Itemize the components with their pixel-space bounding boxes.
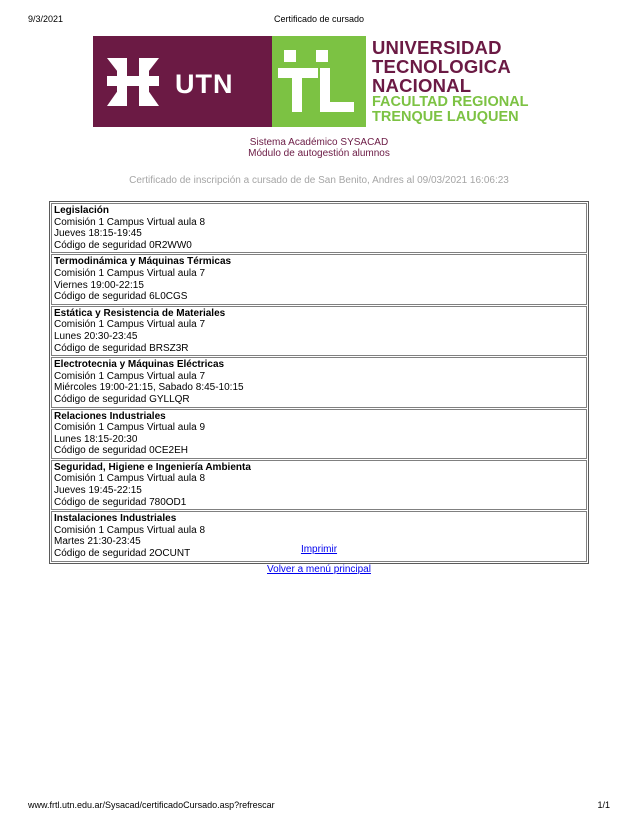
course-row xyxy=(51,203,587,253)
course-row xyxy=(51,306,587,356)
course-code: Código de seguridad 0CE2EH xyxy=(54,445,188,457)
course-commission: Comisión 1 Campus Virtual aula 7 xyxy=(54,319,206,331)
course-row xyxy=(51,409,587,459)
course-commission: Comisión 1 Campus Virtual aula 8 xyxy=(54,216,206,228)
print-header xyxy=(28,14,610,26)
print-title: Certificado de cursado xyxy=(273,14,365,24)
print-date: 9/3/2021 xyxy=(28,14,64,24)
course-commission: Comisión 1 Campus Virtual aula 7 xyxy=(54,370,206,382)
faculty-line-1: FACULTAD REGIONAL xyxy=(372,94,529,110)
course-code: Código de seguridad 780OD1 xyxy=(54,496,187,508)
university-line-3: NACIONAL xyxy=(372,75,472,96)
print-page-count: 1/1 xyxy=(597,800,610,810)
courses-table xyxy=(49,201,589,564)
course-commission: Comisión 1 Campus Virtual aula 8 xyxy=(54,524,206,536)
system-title xyxy=(0,137,638,159)
course-name: Seguridad, Higiene e Ingeniería Ambienta xyxy=(54,461,251,473)
university-line-2: TECNOLOGICA xyxy=(372,56,511,77)
course-schedule: Lunes 20:30-23:45 xyxy=(54,330,138,342)
course-commission: Comisión 1 Campus Virtual aula 7 xyxy=(54,267,206,279)
back-to-menu-link[interactable]: Volver a menú principal xyxy=(267,564,371,575)
course-schedule: Viernes 19:00-22:15 xyxy=(54,279,144,291)
course-name: Instalaciones Industriales xyxy=(54,513,177,525)
faculty-line-2: TRENQUE LAUQUEN xyxy=(372,109,519,125)
course-schedule: Jueves 18:15-19:45 xyxy=(54,228,142,240)
system-name: Sistema Académico SYSACAD xyxy=(249,137,389,148)
course-code: Código de seguridad 6L0CGS xyxy=(54,291,188,303)
university-line-1: UNIVERSIDAD xyxy=(372,37,502,58)
course-code: Código de seguridad 0R2WW0 xyxy=(54,239,192,251)
course-code: Código de seguridad BRSZ3R xyxy=(54,342,189,354)
course-name: Electrotecnia y Máquinas Eléctricas xyxy=(54,359,225,371)
print-url: www.frtl.utn.edu.ar/Sysacad/certificadoCursado.asp?refrescar xyxy=(28,800,275,810)
print-footer xyxy=(28,800,610,812)
course-code: Código de seguridad 2OCUNT xyxy=(54,548,191,560)
university-name xyxy=(366,36,543,127)
course-schedule: Lunes 18:15-20:30 xyxy=(54,433,138,445)
course-row xyxy=(51,460,587,510)
frtl-logo-panel xyxy=(272,36,366,127)
course-name: Relaciones Industriales xyxy=(54,410,166,422)
course-name: Termodinámica y Máquinas Térmicas xyxy=(54,256,232,268)
course-row xyxy=(51,254,587,304)
course-name: Legislación xyxy=(54,205,110,216)
course-commission: Comisión 1 Campus Virtual aula 8 xyxy=(54,473,206,485)
course-row xyxy=(51,357,587,407)
utn-banner xyxy=(93,36,543,127)
course-schedule: Jueves 19:45-22:15 xyxy=(54,485,142,497)
utn-logo-panel xyxy=(93,36,272,127)
course-schedule: Martes 21:30-23:45 xyxy=(54,536,141,548)
course-commission: Comisión 1 Campus Virtual aula 9 xyxy=(54,422,206,434)
action-links xyxy=(0,544,638,575)
course-schedule: Miércoles 19:00-21:15, Sabado 8:45-10:15 xyxy=(54,382,244,394)
frtl-emblem-icon xyxy=(272,36,366,127)
course-code: Código de seguridad GYLLQR xyxy=(54,393,190,405)
print-link[interactable]: Imprimir xyxy=(300,544,338,555)
certificate-line: Certificado de inscripción a cursado de de San Benito, Andres al 09/03/2021 16:06:23 xyxy=(129,175,509,186)
system-module: Módulo de autogestión alumnos xyxy=(248,148,390,159)
course-name: Estática y Resistencia de Materiales xyxy=(54,307,226,319)
utn-emblem-icon xyxy=(93,36,272,127)
utn-logo-text: UTN xyxy=(175,69,234,99)
